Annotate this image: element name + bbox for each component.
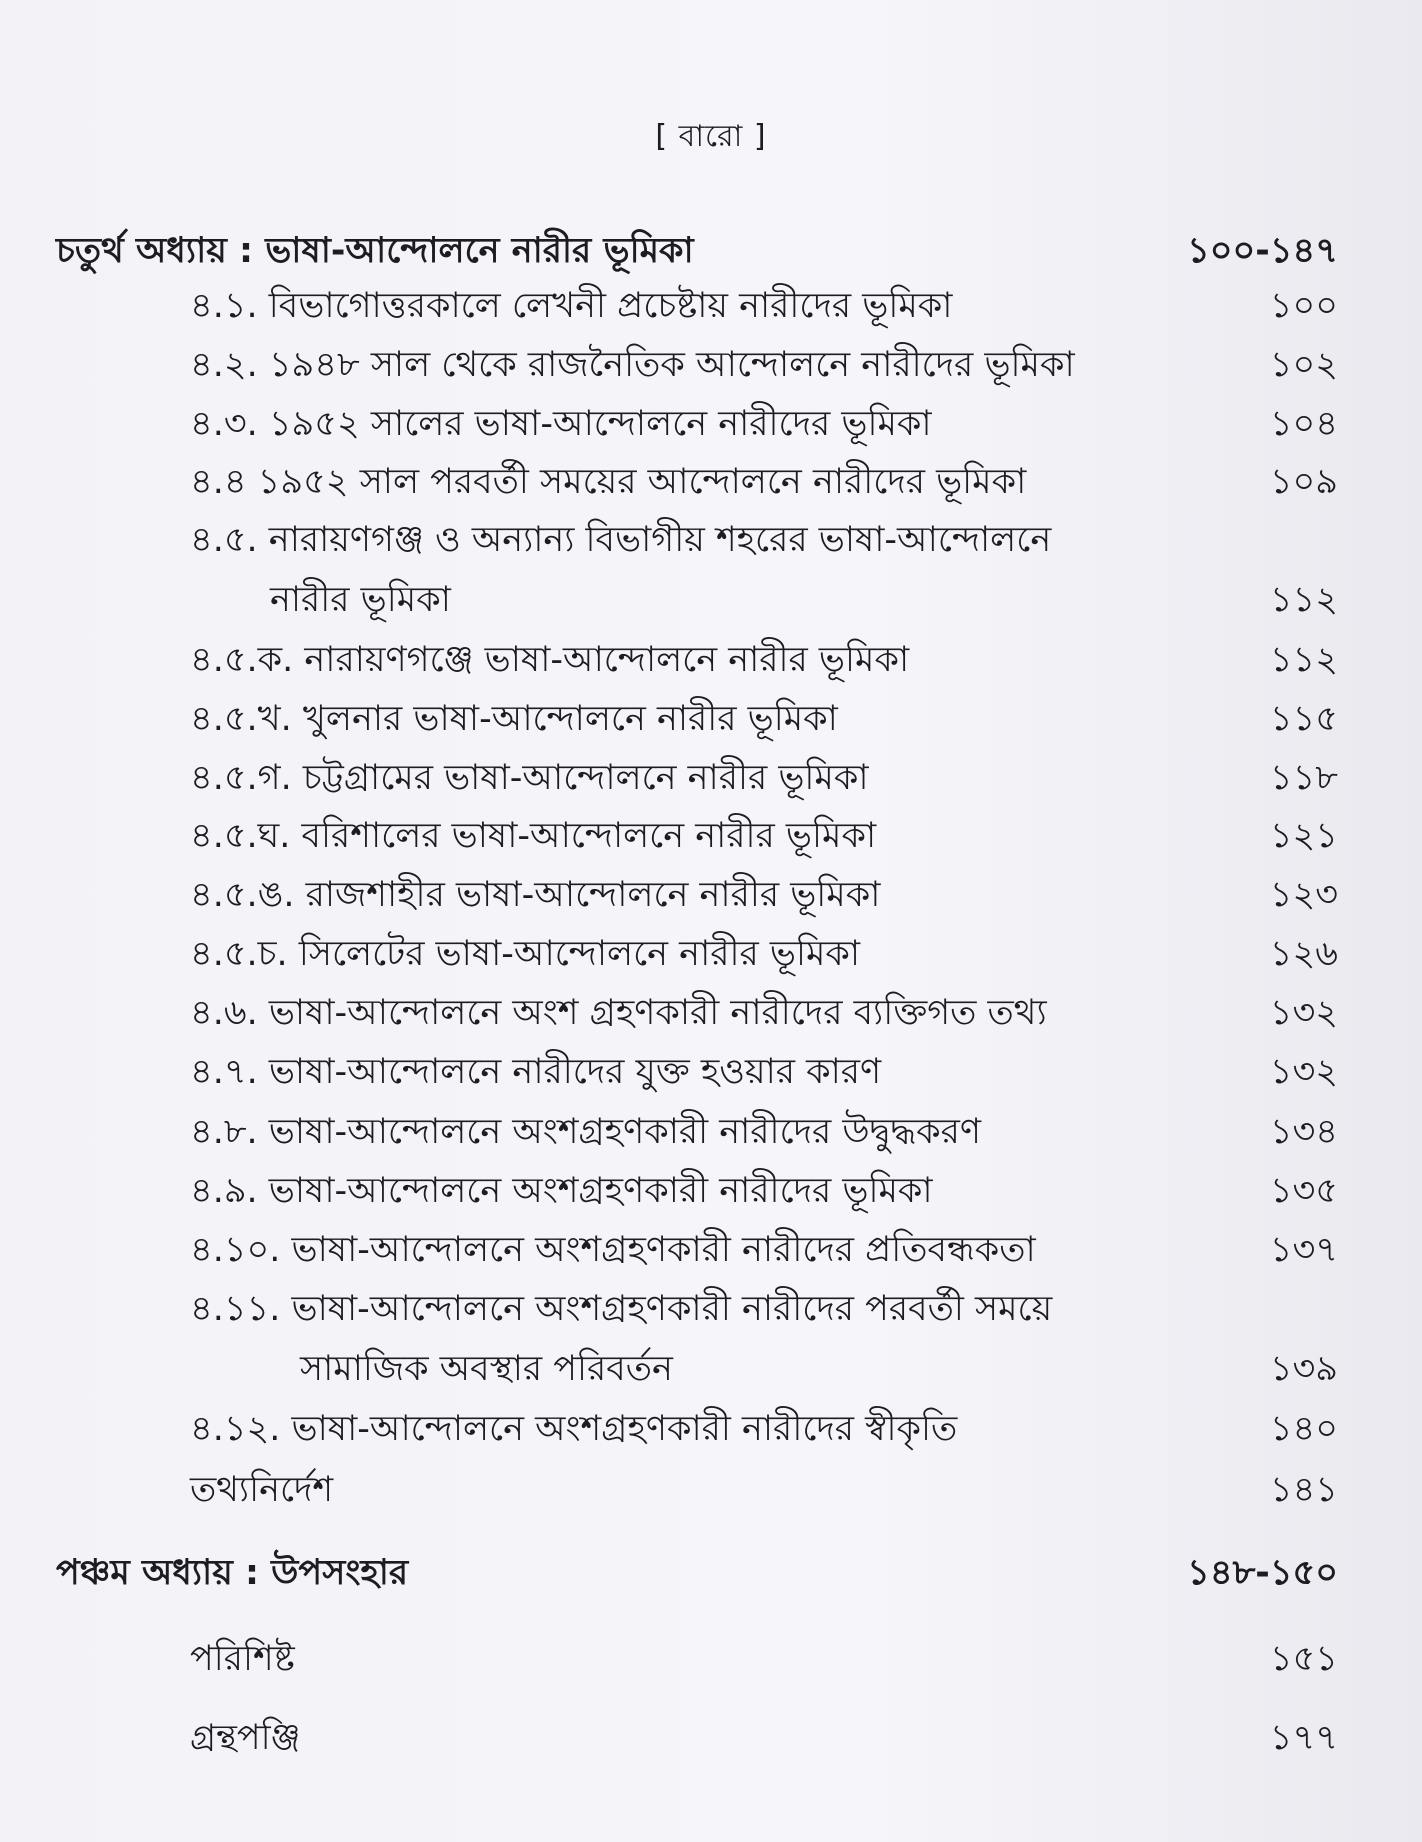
bibliography-page: ১৭৭	[1269, 1718, 1338, 1758]
toc-entry-continuation	[0, 1341, 1422, 1397]
entry-label: ৪.২. ১৯৪৮ সাল থেকে রাজনৈতিক আন্দোলনে নারীদের ভূমিকা	[190, 345, 1075, 385]
entry-label: ৪.৫.চ. সিলেটের ভাষা-আন্দোলনে নারীর ভূমিকা	[190, 934, 861, 974]
entry-page: ১১২	[1269, 580, 1338, 620]
entry-label: ৪.৬. ভাষা-আন্দোলনে অংশ গ্রহণকারী নারীদের ব্যক্তিগত তথ্য	[190, 993, 1047, 1033]
entry-page: ১১৫	[1269, 699, 1338, 739]
toc-chapter-5	[0, 1545, 1422, 1601]
entry-label: ৪.১২. ভাষা-আন্দোলনে অংশগ্রহণকারী নারীদের স্বীকৃতি	[190, 1409, 958, 1449]
toc-entry	[0, 632, 1422, 688]
toc-entry	[0, 1401, 1422, 1457]
entry-page: ১৪১	[1269, 1470, 1338, 1510]
toc-entry	[0, 750, 1422, 806]
entry-page: ১২৩	[1269, 875, 1338, 915]
entry-page: ১০৯	[1269, 462, 1338, 502]
entry-label: নারীর ভূমিকা	[270, 580, 451, 620]
entry-page: ১৩৭	[1269, 1230, 1338, 1270]
toc-entry	[0, 926, 1422, 982]
entry-page: ১৩৪	[1269, 1112, 1338, 1152]
entry-label: ৪.১০. ভাষা-আন্দোলনে অংশগ্রহণকারী নারীদের প্রতিবন্ধকতা	[190, 1230, 1036, 1270]
toc-entry	[0, 1222, 1422, 1278]
entry-page: ১৪০	[1269, 1409, 1338, 1449]
chapter-pages: ১০০-১৪৭	[1187, 231, 1338, 271]
entry-label: ৪.১১. ভাষা-আন্দোলনে অংশগ্রহণকারী নারীদের পরবর্তী সময়ে	[190, 1289, 1053, 1329]
toc-entry	[0, 278, 1422, 334]
entry-page: ১০৪	[1269, 404, 1338, 444]
toc-bibliography	[0, 1710, 1422, 1766]
entry-label: ৪.৩. ১৯৫২ সালের ভাষা-আন্দোলনে নারীদের ভূমিকা	[190, 404, 932, 444]
chapter-title: চতুর্থ অধ্যায় : ভাষা-আন্দোলনে নারীর ভূমিকা	[56, 231, 694, 271]
entry-page: ১১২	[1269, 640, 1338, 680]
entry-label: ৪.৭. ভাষা-আন্দোলনে নারীদের যুক্ত হওয়ার কারণ	[190, 1052, 882, 1092]
toc-entry	[0, 337, 1422, 393]
entry-label: ৪.৫.খ. খুলনার ভাষা-আন্দোলনে নারীর ভূমিকা	[190, 699, 838, 739]
entry-page: ১০০	[1269, 286, 1338, 326]
page-number: [ বারো ]	[655, 119, 767, 154]
entry-label: ৪.৯. ভাষা-আন্দোলনে অংশগ্রহণকারী নারীদের ভূমিকা	[190, 1171, 933, 1211]
entry-page: ১৩৯	[1269, 1349, 1338, 1389]
toc-entry	[0, 691, 1422, 747]
entry-label: ৪.৫.ঙ. রাজশাহীর ভাষা-আন্দোলনে নারীর ভূমিকা	[190, 875, 881, 915]
entry-label: সামাজিক অবস্থার পরিবর্তন	[300, 1349, 673, 1389]
toc-chapter-4	[0, 223, 1422, 279]
bibliography-label: গ্রন্থপঞ্জি	[190, 1718, 301, 1758]
entry-label: ৪.৮. ভাষা-আন্দোলনে অংশগ্রহণকারী নারীদের উদ্বুদ্ধকরণ	[190, 1112, 982, 1152]
toc-entry	[0, 396, 1422, 452]
appendix-label: পরিশিষ্ট	[190, 1639, 295, 1679]
toc-entry	[0, 985, 1422, 1041]
toc-entry	[0, 867, 1422, 923]
entry-label: ৪.৫.ক. নারায়ণগঞ্জে ভাষা-আন্দোলনে নারীর ভূমিকা	[190, 640, 910, 680]
entry-label: ৪.৫.ঘ. বরিশালের ভাষা-আন্দোলনে নারীর ভূমিকা	[190, 816, 877, 856]
toc-entry	[0, 512, 1422, 568]
toc-entry	[0, 1281, 1422, 1337]
toc-entry-continuation	[0, 572, 1422, 628]
appendix-page: ১৫১	[1269, 1639, 1338, 1679]
entry-label: ৪.৪ ১৯৫২ সাল পরবর্তী সময়ের আন্দোলনে নারীদের ভূমিকা	[190, 462, 1027, 502]
toc-entry	[0, 1104, 1422, 1160]
toc-entry	[0, 808, 1422, 864]
entry-page: ১২১	[1269, 816, 1338, 856]
entry-label: ৪.৫.গ. চট্টগ্রামের ভাষা-আন্দোলনে নারীর ভূমিকা	[190, 758, 869, 798]
toc-entry	[0, 1044, 1422, 1100]
toc-entry-notes	[0, 1462, 1422, 1518]
entry-page: ১২৬	[1269, 934, 1338, 974]
entry-page: ১৩২	[1269, 1052, 1338, 1092]
entry-page: ১৩২	[1269, 993, 1338, 1033]
entry-label: ৪.১. বিভাগোত্তরকালে লেখনী প্রচেষ্টায় নারীদের ভূমিকা	[190, 286, 953, 326]
toc-appendix	[0, 1631, 1422, 1687]
entry-page: ১০২	[1269, 345, 1338, 385]
entry-label: তথ্যনির্দেশ	[190, 1470, 334, 1510]
chapter-title: পঞ্চম অধ্যায় : উপসংহার	[56, 1553, 409, 1593]
entry-page: ১৩৫	[1269, 1171, 1338, 1211]
entry-page: ১১৮	[1269, 758, 1338, 798]
chapter-pages: ১৪৮-১৫০	[1187, 1553, 1338, 1593]
toc-entry	[0, 1163, 1422, 1219]
toc-entry	[0, 454, 1422, 510]
entry-label: ৪.৫. নারায়ণগঞ্জ ও অন্যান্য বিভাগীয় শহরের ভাষা-আন্দোলনে	[190, 520, 1052, 560]
